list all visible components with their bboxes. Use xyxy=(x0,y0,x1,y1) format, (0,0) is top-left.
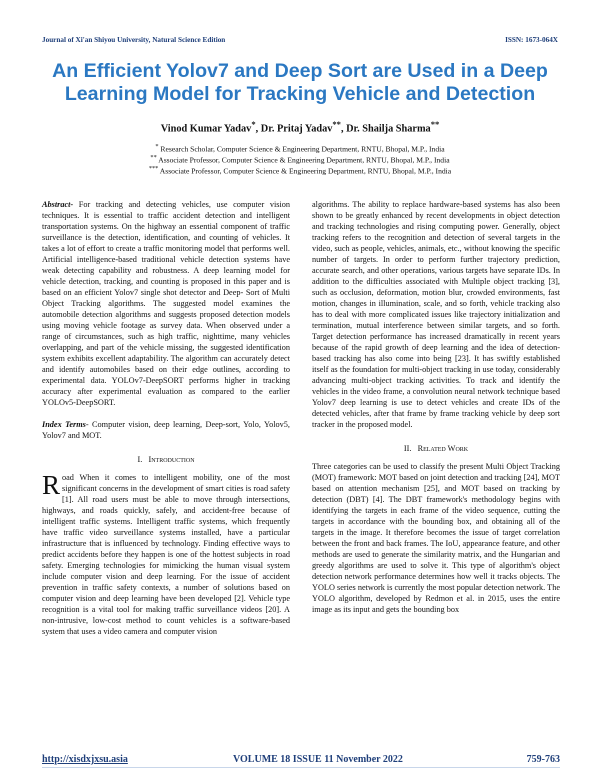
section-2-number: II. xyxy=(403,444,412,453)
paper-title: An Efficient Yolov7 and Deep Sort are Used in a Deep Learning Model for Tracking Vehicle and Detection xyxy=(52,60,548,105)
journal-url[interactable]: http://xisdxjxsu.asia xyxy=(42,754,128,765)
author-3-mark: ** xyxy=(430,119,440,129)
author-1: Vinod Kumar Yadav xyxy=(160,123,252,135)
abstract-text: For tracking and detecting vehicles, use computer vision techniques. It is essential to traffic accident detection and intelligent transportation systems. On the highway an essential component of traffic surveillance is the detection, identification, and counting of vehicles. It takes a lot of effort to create a traffic monitoring model that performs well. Artificial intelligence-based traditional vehicle detection systems have weak detecting capability and robustness. A deep learning model for vehicle detection, tracking, and counting is proposed in this paper and is based on an efficient Yolov7 single shot detector and Deep- Sort of Multi Object Tracking algorithms. The suggested model examines the automobile detection algorithms and suggests proposed detection models using moving vehicle footage as survey data. When observed under a range of circumstances, such as high traffic, nighttime, many vehicles overlapping, and part of the vehicle missing, the suggested identification system exhibits excellent adaptability. The algorithm can accurately detect and identify automobiles based on their edge outlines, according to experimental data. YOLOv7-DeepSORT performs higher in tracking accuracy after experimental evaluation as compared to the earlier YOLOv5-DeepSORT. xyxy=(42,200,290,407)
index-terms xyxy=(42,419,290,441)
journal-name: Journal of Xi'an Shiyou University, Natural Science Edition xyxy=(42,36,226,44)
footer-volume: VOLUME 18 ISSUE 11 November 2022 xyxy=(233,754,403,765)
introduction-text: oad When it comes to intelligent mobility, one of the most significant concerns in the development of smart cities is road safety [1]. All road users must be able to move through intersections, highways, and roads quickly, safely, and accident-free because of intelligent traffic systems. Intelligent traffic systems, which frequently have traffic video surveillance systems installed, have a particular infrastructure that is influenced by technology. Finding effective ways to predict accidents before they happen is one of the hottest subjects in road safety. Emerging technologies for mimicking the human visual system include computer vision and deep learning. For the issue of accident prevention in traffic safety contexts, a number of solutions based on computer vision and deep learning have been developed [2]. Vehicle type recognition is a vital tool for making traffic surveillance videos [20]. A non-intrusive, low-cost method to count vehicles is a software-based system that uses a video camera and computer vision xyxy=(42,473,290,636)
section-1-title: Introduction xyxy=(148,455,195,464)
right-column xyxy=(312,199,560,615)
affiliation-3 xyxy=(40,164,560,177)
section-2-heading xyxy=(312,443,560,454)
drop-cap: R xyxy=(42,470,61,500)
affiliation-3-mark: *** xyxy=(148,165,159,172)
footer-pages: 759-763 xyxy=(526,754,560,765)
left-column xyxy=(42,199,290,637)
related-work-paragraph: Three categories can be used to classify the present Multi Object Tracking (MOT) framework: MOT based on joint detection and tracking [24], MOT based on attention mechanism [25], and MOT based on tracking by detection (DBT) [4]. The DBT framework's methodology begins with identifying the targets in each frame of the video sequence, cutting the targets in accordance with the bounding box, and obtaining all of the targets in the image. It therefore becomes the issue of target correlation between the front and back frames. The IoU, appearance feature, and other methods are used to generate the similarity matrix, and the Hungarian and greedy algorithms are used to solve it. This type of algorithm's object detection network performance determines how well it tracks objects. The YOLO series network is currently the most popular detection network. The YOLO algorithm, developed by Redmon et al. in 2015, uses the entire image as its input and gets the bounding box xyxy=(312,462,560,614)
introduction-paragraph xyxy=(42,472,290,637)
affiliation-2-text: Associate Professor, Computer Science & Engineering Department, RNTU, Bhopal, M.P., India xyxy=(156,155,450,165)
affiliation-1-mark: * xyxy=(155,143,159,150)
abstract-label: Abstract- xyxy=(42,200,74,209)
author-2: , Dr. Pritaj Yadav xyxy=(255,123,333,135)
affiliation-2-mark: ** xyxy=(150,154,157,161)
abstract xyxy=(42,199,290,408)
index-terms-label: Index Terms xyxy=(42,420,86,429)
author-list xyxy=(40,119,560,134)
index-terms-text: - Computer vision, deep learning, Deep-sort, Yolo, Yolov5, Yolov7 and MOT. xyxy=(42,420,290,440)
issn: ISSN: 1673-064X xyxy=(505,36,558,44)
author-1-mark: * xyxy=(251,119,256,129)
introduction-continued: algorithms. The ability to replace hardware-based systems has also been shown to be greatly enhanced by recent developments in object detection and tracking technologies and rising computing power. Generally, object tracking refers to the recognition and detection of several targets in the video, such as people, vehicles, animals, etc., without knowing the specific number of targets. In order to perform further trajectory prediction, accurate search, and other operations, various targets have separate IDs. In addition to the difficulties associated with Multiple object tracking [3], such as occlusion, deformation, motion blur, crowded environments, fast motion, changes in illumination, scale, and so forth, vehicle tracking also has to deal with more complicated issues like trajectory initialization and termination, mutual interference between similar targets, and so forth. Target detection performance has increased dramatically in recent years because of the rapid growth of deep learning and the idea of detection-based tracking has also come into being [23]. It has swiftly established itself as the foundation for multi-object tracking in use today, considerably advancing multi-object tracking activities. To track and identify the vehicles in the video frame, a convolution neural network technique based Yolov7 deep learning is use to detect vehicles and create IDs of the detected vehicles, after that frame by frame tracking vehicle by deep sort tracker in the proposed model. xyxy=(312,200,560,429)
affiliation-1-text: Research Scholar, Computer Science & Engineering Department, RNTU, Bhopal, M.P., India xyxy=(158,144,445,154)
affiliation-3-text: Associate Professor, Computer Science & Engineering Department, RNTU, Bhopal, M.P., India xyxy=(158,166,452,176)
author-3: , Dr. Shailja Sharma xyxy=(340,123,431,135)
author-2-mark: ** xyxy=(332,119,341,129)
section-1-heading xyxy=(42,454,290,465)
footer-rule xyxy=(42,767,560,768)
section-1-number: I. xyxy=(137,455,143,464)
section-2-title: Related Work xyxy=(417,444,469,453)
